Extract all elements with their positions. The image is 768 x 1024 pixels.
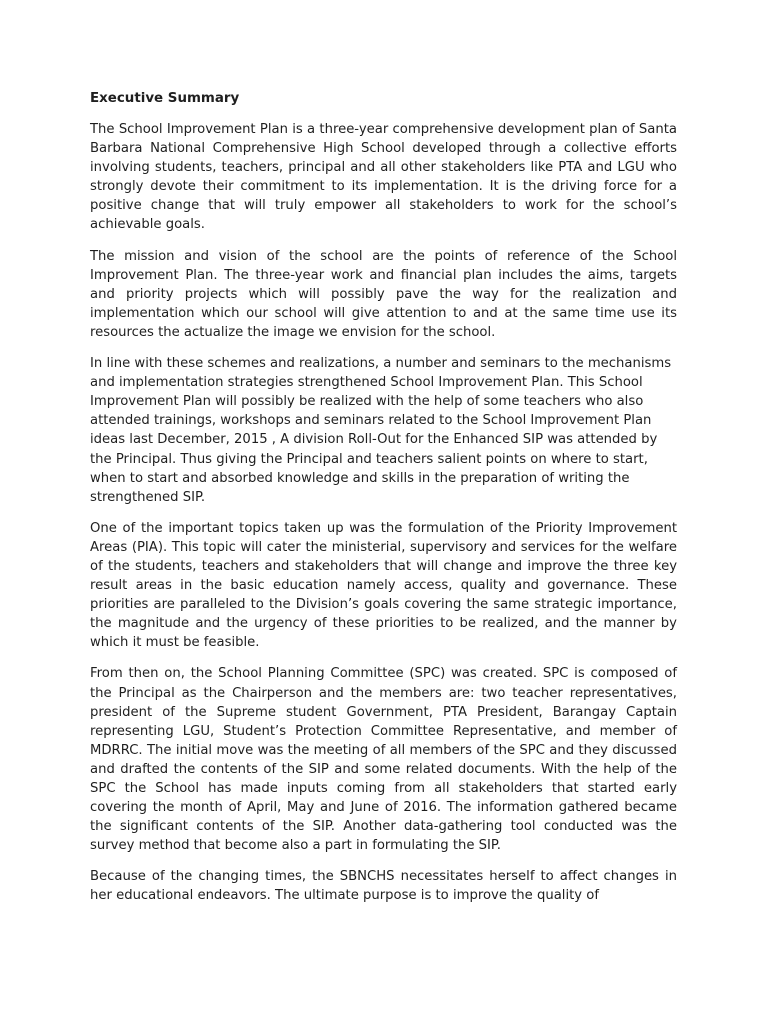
paragraph-pia: One of the important topics taken up was the formulation of the Priority Improvement Areas (PIA). This topic will cater the ministerial, supervisory and services for the welfare of the students, teachers and stakeholders that will change and improve the three key result areas in the basic education namely access, quality and governance. These priorities are paralleled to the Division’s goals covering the same strategic importance, the magnitude and the urgency of these priorities to be realized, and the manner by which it must be feasible. xyxy=(90,520,677,651)
document-title: Executive Summary xyxy=(90,91,240,106)
document-page xyxy=(90,88,677,918)
paragraph-changing-times: Because of the changing times, the SBNCHS necessitates herself to affect changes in her educational endeavors. The ultimate purpose is to improve the quality of xyxy=(90,869,677,904)
paragraph-mission-vision: The mission and vision of the school are the points of reference of the School Improvement Plan. The three-year work and financial plan includes the aims, targets and priority projects which will possibly pave the way for the realization and implementation which our school will give attention to and at the same time use its resources the actualize the image we envision for the school. xyxy=(90,248,677,340)
paragraph-seminars: In line with these schemes and realizations, a number and seminars to the mechanisms and implementation strategies strengthened School Improvement Plan. This School Improvement Plan will possibly be realized with the help of some teachers who also attended trainings, workshops and seminars related to the School Improvement Plan ideas last December, 2015 , A division Roll-Out for the Enhanced SIP was attended by the Principal. Thus giving the Principal and teachers salient points on where to start, when to start and absorbed knowledge and skills in the preparation of writing the strengthened SIP. xyxy=(90,356,672,505)
paragraph-spc: From then on, the School Planning Committee (SPC) was created. SPC is composed of the Principal as the Chairperson and the members are: two teacher representatives, president of the Supreme student Government, PTA President, Barangay Captain representing LGU, Student’s Protection Committee Representative, and member of MDRRC. The initial move was the meeting of all members of the SPC and they discussed and drafted the contents of the SIP and some related documents. With the help of the SPC the School has made inputs coming from all stakeholders that started early covering the month of April, May and June of 2016. The information gathered became the significant contents of the SIP. Another data-gathering tool conducted was the survey method that become also a part in formulating the SIP. xyxy=(90,666,677,854)
paragraph-intro: The School Improvement Plan is a three-year comprehensive development plan of Santa Barbara National Comprehensive High School developed through a collective efforts involving students, teachers, principal and all other stakeholders like PTA and LGU who strongly devote their commitment to its implementation. It is the driving force for a positive change that will truly empower all stakeholders to work for the school’s achievable goals. xyxy=(90,122,677,233)
